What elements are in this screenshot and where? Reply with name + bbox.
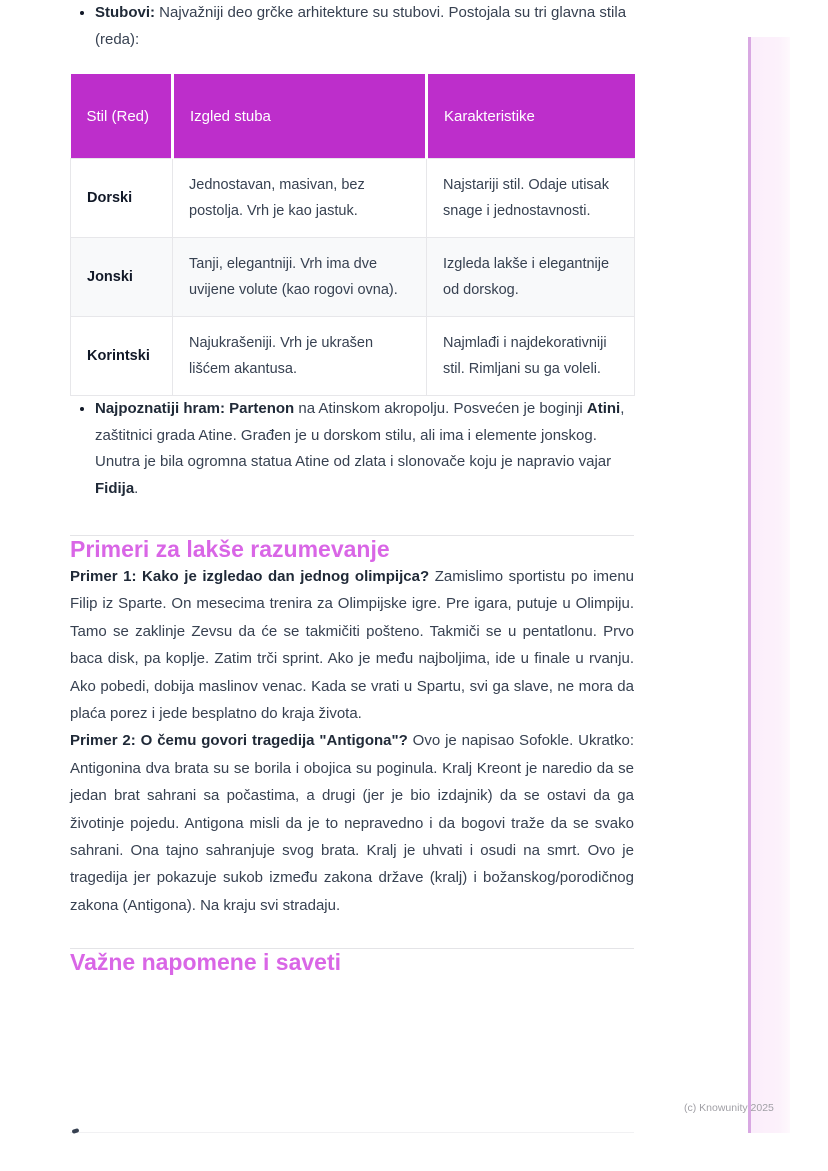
table-cell-stil: Dorski (71, 159, 173, 238)
table-header-cell-karakteristike: Karakteristike (427, 74, 635, 159)
cutoff-text-fragment (72, 1128, 80, 1134)
table-cell-karakteristike: Najstariji stil. Odaje utisak snage i jednostavnosti. (427, 159, 635, 238)
document-content (70, 0, 634, 976)
table-row (71, 238, 635, 317)
section-heading-primeri: Primeri za lakše razumevanje (70, 536, 390, 562)
table-cell-karakteristike: Izgleda lakše i elegantnije od dorskog. (427, 238, 635, 317)
bullet-item: • Najpoznatiji hram: Partenon na Atinskom akropolju. Posvećen je boginji Atini, zaštitnici grada Atine. Građen je u dorskom stilu, ali ima i elemente jonskog. Unutra je bila ogromna statua Atine od zlata i slonovače koju je napravio vajar Fidija. (95, 396, 634, 502)
bullet-item: • Stubovi: Najvažniji deo grčke arhitekture su stubovi. Postojala su tri glavna stila (reda): (95, 0, 634, 53)
table-cell-izgled: Jednostavan, masivan, bez postolja. Vrh je kao jastuk. (173, 159, 427, 238)
page-edge-decoration (748, 37, 790, 1133)
bullet-list-parthenon (70, 396, 634, 502)
watermark: (c) Knowunity 2025 (684, 1102, 774, 1114)
table-cell-izgled: Najukrašeniji. Vrh je ukrašen lišćem akantusa. (173, 317, 427, 396)
table-header-cell-izgled: Izgled stuba (173, 74, 427, 159)
table-header-row (71, 74, 635, 159)
table-cell-karakteristike: Najmlađi i najdekorativniji stil. Rimljani su ga voleli. (427, 317, 635, 396)
table-cell-stil: Korintski (71, 317, 173, 396)
cutoff-content-line (70, 1132, 634, 1133)
table-cell-stil: Jonski (71, 238, 173, 317)
example-paragraph-1: Primer 1: Kako je izgledao dan jednog olimpijca? Zamislimo sportistu po imenu Filip iz Sparte. On mesecima trenira za Olimpijske igre. Pre igara, putuje u Olimpiju. Tamo se zaklinje Zevsu da će se takmičiti pošteno. Takmiči se u pentatlonu. Prvo baca disk, pa koplje. Zatim trči sprint. Ako je među najboljima, ide u finale u rvanju. Ako pobedi, dobija maslinov venac. Kada se vrati u Spartu, svi ga slave, ne mora da plaća porez i jede besplatno do kraja života. (70, 568, 635, 723)
table-row (71, 317, 635, 396)
table-cell-izgled: Tanji, elegantniji. Vrh ima dve uvijene volute (kao rogovi ovna). (173, 238, 427, 317)
table-header-cell-stil: Stil (Red) (71, 74, 173, 159)
bullet-list-top (70, 0, 634, 53)
section-heading-napomene: Važne napomene i saveti (70, 949, 342, 976)
column-styles-table (70, 74, 635, 396)
table-row (71, 159, 635, 238)
example-paragraph-2: Primer 2: O čemu govori tragedija "Antigona"? Ovo je napisao Sofokle. Ukratko: Antigonina dva brata su se borila i obojica su poginula. Kralj Kreont je naredio da se jedan brat sahrani sa počastima, a drugi (jer je bio izdajnik) da se ostavi da ga životinje pojedu. Antigona misli da je to nepravedno i da bogovi traže da se svako sahrani. Ona tajno sahranjuje svog brata. Kralj je uhvati i osudi na smrt. Ovo je tragedija jer pokazuje sukob između zakona države (kralj) i božanskog/porodičnog zakona (Antigona). Na kraju svi stradaju. (70, 732, 634, 914)
